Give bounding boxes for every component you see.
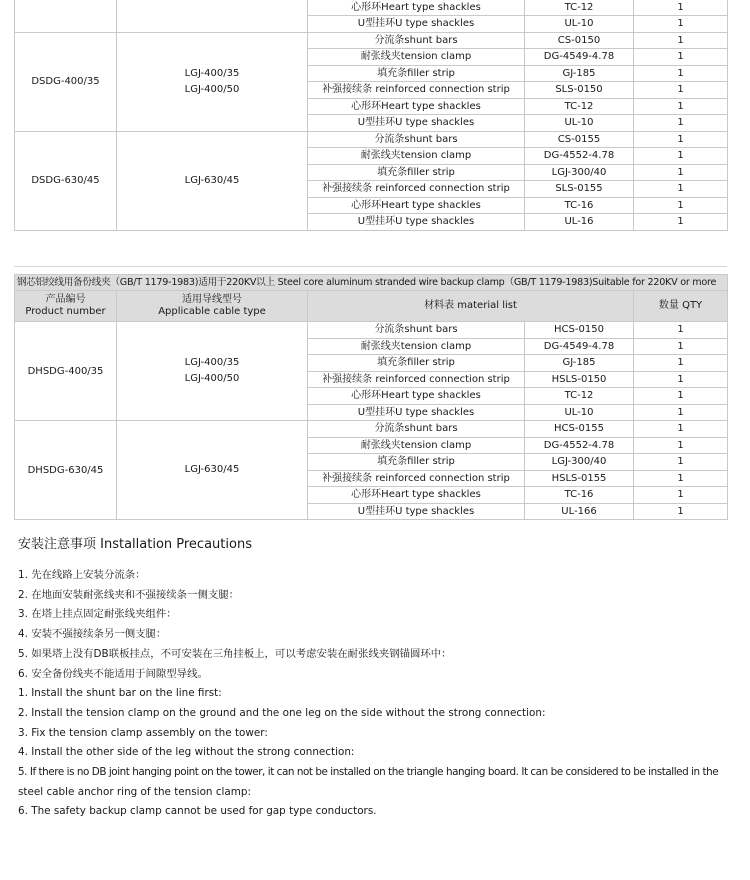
cable-type: LGJ-400/35 LGJ-400/50 [117,32,308,131]
table-row [15,322,728,339]
precaution-line: 4. Install the other side of the leg without the strong connection: [18,746,355,759]
precaution-line: 4. 安装不强接续条另一侧支腿： [18,628,167,641]
material-qty: 1 [634,181,728,198]
material-code: HCS-0150 [525,322,634,339]
precautions-title: 安装注意事项 Installation Precautions [18,537,252,552]
table-row [15,421,728,438]
table-title: 钢芯铝绞线用备份线夹（GB/T 1179-1983)适用于220KV以上 Steel core aluminum stranded wire backup clamp（GB/T 1179-1983)Suitable for 220KV or more [15,275,728,291]
precaution-line: 2. Install the tension clamp on the ground and the one leg on the side without the strong connection: [18,706,546,719]
header-material-list: 材料表 material list [308,291,634,322]
material-code: SLS-0150 [525,82,634,99]
material-name: 补强接续条 reinforced connection strip [308,470,525,487]
cable-type [117,0,308,32]
header-product-number: 产品编号 Product number [15,291,117,322]
material-code: HCS-0155 [525,421,634,438]
material-code: TC-16 [525,487,634,504]
material-qty: 1 [634,371,728,388]
material-code: CS-0155 [525,131,634,148]
material-qty: 1 [634,16,728,33]
cable-type: LGJ-630/45 [117,131,308,230]
material-name: U型挂环U type shackles [308,115,525,132]
material-name: 填充条filler strip [308,65,525,82]
material-name: U型挂环U type shackles [308,214,525,231]
clamp-table-1 [14,0,728,231]
material-qty: 1 [634,322,728,339]
material-code: GJ-185 [525,355,634,372]
material-name: 心形环Heart type shackles [308,0,525,16]
material-qty: 1 [634,487,728,504]
material-code: GJ-185 [525,65,634,82]
material-qty: 1 [634,421,728,438]
material-qty: 1 [634,164,728,181]
material-code: HSLS-0150 [525,371,634,388]
material-code: TC-12 [525,388,634,405]
material-code: DG-4552-4.78 [525,148,634,165]
product-number: DHSDG-630/45 [15,421,117,520]
material-name: 补强接续条 reinforced connection strip [308,82,525,99]
product-number: DSDG-630/45 [15,131,117,230]
material-code: HSLS-0155 [525,470,634,487]
precaution-line: 1. 先在线路上安装分流条： [18,569,146,581]
material-code: UL-10 [525,404,634,421]
material-qty: 1 [634,503,728,520]
precaution-line: steel cable anchor ring of the tension clamp: [18,785,252,798]
precaution-line: 5. 如果塔上没有DB联板挂点，不可安装在三角挂板上，可以考虑安装在耐张线夹钢锚圆环中： [18,647,452,660]
material-name: 心形环Heart type shackles [308,98,525,115]
product-number: DHSDG-400/35 [15,322,117,421]
material-code: LGJ-300/40 [525,164,634,181]
material-name: U型挂环U type shackles [308,16,525,33]
precaution-line: 5. If there is no DB joint hanging point on the tower, it can not be installed on the triangle hanging board. It can be considered to be installed in the [18,766,719,779]
material-code: LGJ-300/40 [525,454,634,471]
table-row [15,0,728,16]
material-name: 耐张线夹tension clamp [308,338,525,355]
material-qty: 1 [634,82,728,99]
installation-precautions [18,533,736,822]
material-code: DG-4549-4.78 [525,49,634,66]
material-qty: 1 [634,338,728,355]
material-code: CS-0150 [525,32,634,49]
material-qty: 1 [634,355,728,372]
material-name: 分流条shunt bars [308,32,525,49]
material-qty: 1 [634,388,728,405]
cable-type: LGJ-630/45 [117,421,308,520]
material-name: U型挂环U type shackles [308,503,525,520]
material-qty: 1 [634,197,728,214]
table-row [15,32,728,49]
material-name: 心形环Heart type shackles [308,487,525,504]
material-name: 填充条filler strip [308,164,525,181]
material-code: SLS-0155 [525,181,634,198]
material-name: 心形环Heart type shackles [308,197,525,214]
precaution-line: 2. 在地面安装耐张线夹和不强接续条一侧支腿： [18,588,240,601]
material-qty: 1 [634,32,728,49]
table-title-row [15,275,728,291]
material-qty: 1 [634,148,728,165]
material-name: 耐张线夹tension clamp [308,148,525,165]
material-qty: 1 [634,437,728,454]
material-name: 补强接续条 reinforced connection strip [308,181,525,198]
material-qty: 1 [634,454,728,471]
material-code: TC-12 [525,0,634,16]
material-qty: 1 [634,131,728,148]
material-code: UL-166 [525,503,634,520]
material-name: 分流条shunt bars [308,322,525,339]
material-code: TC-16 [525,197,634,214]
material-name: U型挂环U type shackles [308,404,525,421]
product-number [15,0,117,32]
material-qty: 1 [634,49,728,66]
clamp-table-2 [14,274,728,520]
precaution-line: 1. Install the shunt bar on the line first: [18,687,222,700]
material-qty: 1 [634,470,728,487]
material-name: 心形环Heart type shackles [308,388,525,405]
material-name: 填充条filler strip [308,454,525,471]
material-code: DG-4549-4.78 [525,338,634,355]
precaution-line: 3. 在塔上挂点固定耐张线夹组件： [18,608,177,621]
material-name: 分流条shunt bars [308,421,525,438]
material-qty: 1 [634,214,728,231]
product-number: DSDG-400/35 [15,32,117,131]
cable-type: LGJ-400/35 LGJ-400/50 [117,322,308,421]
material-code: UL-16 [525,214,634,231]
section-divider [14,266,727,267]
material-qty: 1 [634,0,728,16]
material-name: 耐张线夹tension clamp [308,437,525,454]
material-name: 补强接续条 reinforced connection strip [308,371,525,388]
table-row [15,131,728,148]
material-name: 耐张线夹tension clamp [308,49,525,66]
table-header-row [15,291,728,322]
header-qty: 数量 QTY [634,291,728,322]
precaution-line: 6. 安全备份线夹不能适用于间隙型导线。 [18,667,208,680]
material-qty: 1 [634,404,728,421]
material-code: UL-10 [525,115,634,132]
material-qty: 1 [634,65,728,82]
material-name: 分流条shunt bars [308,131,525,148]
material-code: UL-10 [525,16,634,33]
material-qty: 1 [634,98,728,115]
precaution-line: 6. The safety backup clamp cannot be used for gap type conductors. [18,805,377,818]
material-name: 填充条filler strip [308,355,525,372]
header-cable-type: 适用导线型号 Applicable cable type [117,291,308,322]
material-qty: 1 [634,115,728,132]
material-code: DG-4552-4.78 [525,437,634,454]
material-code: TC-12 [525,98,634,115]
precaution-line: 3. Fix the tension clamp assembly on the tower: [18,726,268,739]
